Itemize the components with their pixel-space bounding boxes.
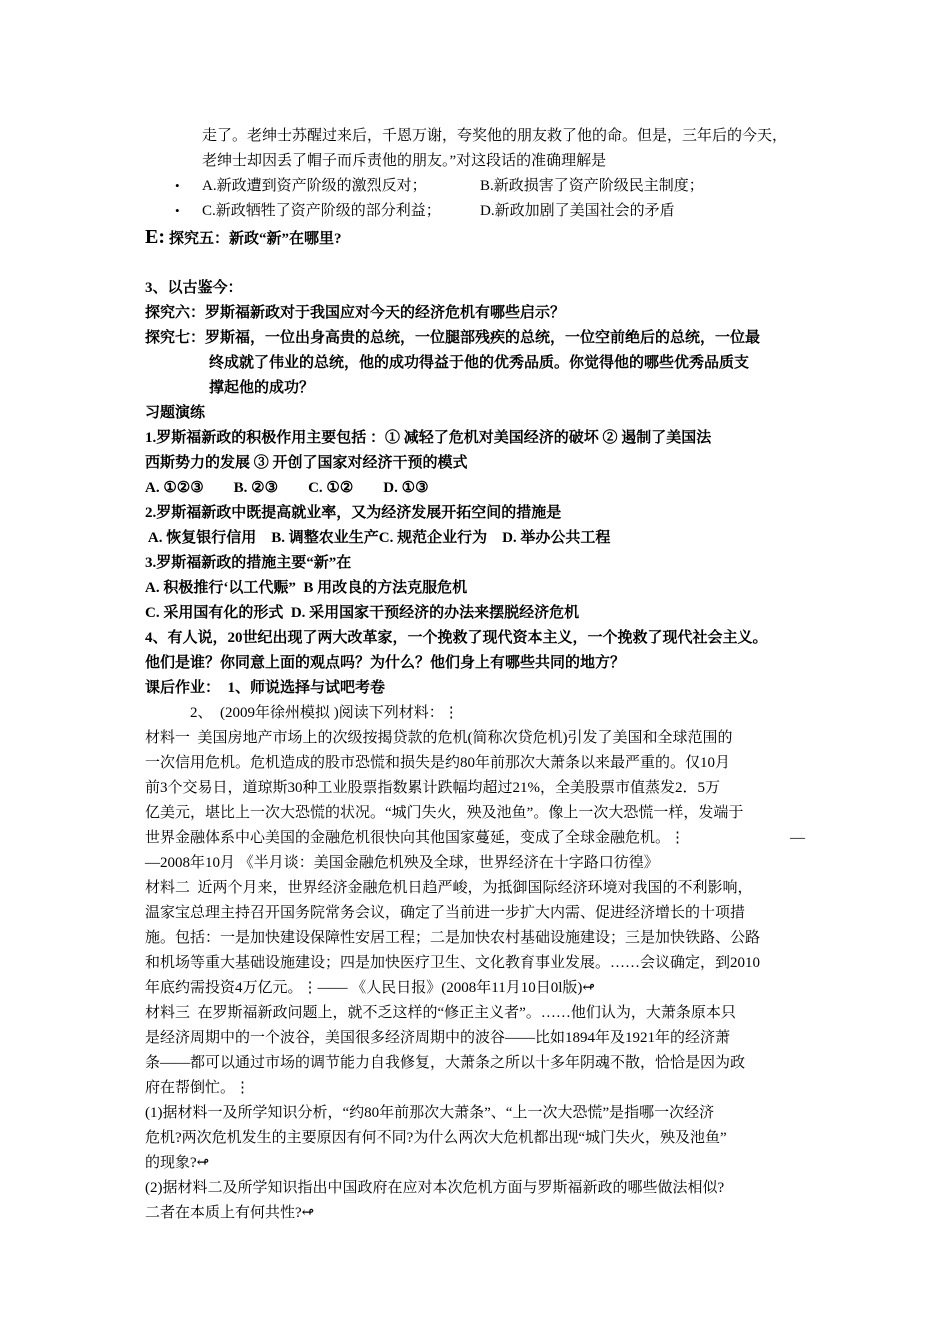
exercise-1-line-1: 1.罗斯福新政的积极作用主要包括 ：① 减轻了危机对美国经济的破坏 ② 遏制了美国法 bbox=[145, 430, 712, 446]
intro-line-2: 老绅士却因丢了帽子而斥责他的朋友。”对这段话的准确理解是 bbox=[202, 153, 607, 169]
material-2-line-3: 施。包括：一是加快建设保障性安居工程；二是加快农村基础设施建设；三是加快铁路、公路 bbox=[145, 930, 761, 946]
bullet-icon: • bbox=[175, 178, 180, 193]
material-2-line-5: 年底约需投资4万亿元。⋮—— 《人民日报》(2008年11月10日0l版)↫ bbox=[145, 980, 595, 996]
explore-six: 探究六：罗斯福新政对于我国应对今天的经济危机有哪些启示？ bbox=[145, 305, 566, 321]
material-3-line-3: 条——都可以通过市场的调节能力自我修复，大萧条之所以十多年阴魂不散，恰恰是因为政 bbox=[145, 1055, 746, 1071]
exercise-4-line-1: 4、有人说，20世纪出现了两大改革家，一个挽救了现代资本主义，一个挽救了现代社会主义。 bbox=[145, 630, 768, 646]
exercise-3-options-1: A. 积极推行‘以工代赈” B 用改良的方法克服危机 bbox=[145, 580, 468, 596]
option-b: B.新政损害了资产阶级民主制度； bbox=[480, 178, 704, 194]
material-2-line-1: 材料二 近两个月来，世界经济金融危机日趋严峻，为抵御国际经济环境对我国的不利影响， bbox=[145, 880, 753, 896]
bullet-icon: • bbox=[175, 203, 180, 218]
material-3-line-1: 材料三 在罗斯福新政问题上，就不乏这样的“修正主义者”。……他们认为，大萧条原本只 bbox=[145, 1005, 736, 1021]
explore-seven-line-1: 探究七：罗斯福，一位出身高贵的总统，一位腿部残疾的总统，一位空前绝后的总统，一位最 bbox=[145, 330, 761, 346]
question-1-line-1: (1)据材料一及所学知识分析，“约80年前那次大萧条”、“上一次大恐慌”是指哪一次经济 bbox=[145, 1105, 715, 1121]
material-3-line-2: 是经济周期中的一个波谷，美国很多经济周期中的波谷——比如1894年及1921年的经济萧 bbox=[145, 1030, 731, 1046]
question-1-line-3: 的现象?↫ bbox=[145, 1155, 210, 1171]
explore-seven-line-2: 终成就了伟业的总统，他的成功得益于他的优秀品质。你觉得他的哪些优秀品质支 bbox=[209, 355, 750, 371]
material-1-dash: — bbox=[790, 830, 805, 846]
exercise-2-options: A. 恢复银行信用 B. 调整农业生产C. 规范企业行为 D. 举办公共工程 bbox=[145, 530, 611, 546]
question-1-line-2: 危机?两次危机发生的主要原因有何不同?为什么两次大危机都出现“城门失火，殃及池鱼” bbox=[145, 1130, 727, 1146]
explore-five-prefix: E: bbox=[145, 226, 165, 248]
material-1-line-4: 亿美元，堪比上一次大恐慌的状况。“城门失火，殃及池鱼”。像上一次大恐慌一样，发端于 bbox=[145, 805, 744, 821]
option-a: A.新政遭到资产阶级的激烈反对； bbox=[202, 178, 427, 194]
material-1-line-3: 前3个交易日，道琼斯30种工业股票指数累计跌幅均超过21%，全美股票市值蒸发2．5万 bbox=[145, 780, 720, 796]
material-2-line-4: 和机场等重大基础设施建设；四是加快医疗卫生、文化教育事业发展。……会议确定，到2010 bbox=[145, 955, 761, 971]
homework-item-2: 2、 (2009年徐州模拟 )阅读下列材料：⋮ bbox=[190, 705, 459, 721]
exercise-3: 3.罗斯福新政的措施主要“新”在 bbox=[145, 555, 352, 571]
intro-line-1: 走了。老绅士苏醒过来后，千恩万谢，夸奖他的朋友救了他的命。但是，三年后的今天， bbox=[202, 128, 788, 144]
material-1-line-1: 材料一 美国房地产市场上的次级按揭贷款的危机(简称次贷危机)引发了美国和全球范围的 bbox=[145, 730, 733, 746]
exercises-title: 习题演练 bbox=[145, 405, 206, 421]
material-1-line-5: 世界金融体系中心美国的金融危机很快向其他国家蔓延，变成了全球金融危机。⋮ bbox=[145, 830, 686, 846]
question-2-line-1: (2)据材料二及所学知识指出中国政府在应对本次危机方面与罗斯福新政的哪些做法相似? bbox=[145, 1180, 725, 1196]
explore-five-heading bbox=[145, 225, 342, 251]
question-2-line-2: 二者在本质上有何共性?↫ bbox=[145, 1205, 315, 1221]
option-c: C.新政牺牲了资产阶级的部分利益； bbox=[202, 203, 441, 219]
exercise-1-options: A. ①②③ B. ②③ C. ①② D. ①③ bbox=[145, 480, 429, 496]
material-3-line-4: 府在帮倒忙。⋮ bbox=[145, 1080, 251, 1096]
material-2-line-2: 温家宝总理主持召开国务院常务会议，确定了当前进一步扩大内需、促进经济增长的十项措 bbox=[145, 905, 746, 921]
explore-seven-line-3: 撑起他的成功？ bbox=[209, 380, 315, 396]
homework-title: 课后作业： 1、师说选择与试吧考卷 bbox=[145, 680, 386, 696]
option-d: D.新政加剧了美国社会的矛盾 bbox=[480, 203, 675, 219]
exercise-1-line-2: 西斯势力的发展 ③ 开创了国家对经济干预的模式 bbox=[145, 455, 468, 471]
exercise-3-options-2: C. 采用国有化的形式 D. 采用国家干预经济的办法来摆脱经济危机 bbox=[145, 605, 580, 621]
exercise-4-line-2: 他们是谁？你同意上面的观点吗？为什么？他们身上有哪些共同的地方？ bbox=[145, 655, 626, 671]
section-3-title: 3、以古鉴今： bbox=[145, 280, 243, 296]
material-1-line-2: 一次信用危机。危机造成的股市恐慌和损失是约80年前那次大萧条以来最严重的。仅10月 bbox=[145, 755, 731, 771]
material-1-source: —2008年10月 《半月谈：美国金融危机殃及全球，世界经济在十字路口彷徨》 bbox=[145, 855, 659, 871]
explore-five-text: 探究五：新政“新”在哪里? bbox=[169, 231, 342, 247]
exercise-2: 2.罗斯福新政中既提高就业率，又为经济发展开拓空间的措施是 bbox=[145, 505, 562, 521]
